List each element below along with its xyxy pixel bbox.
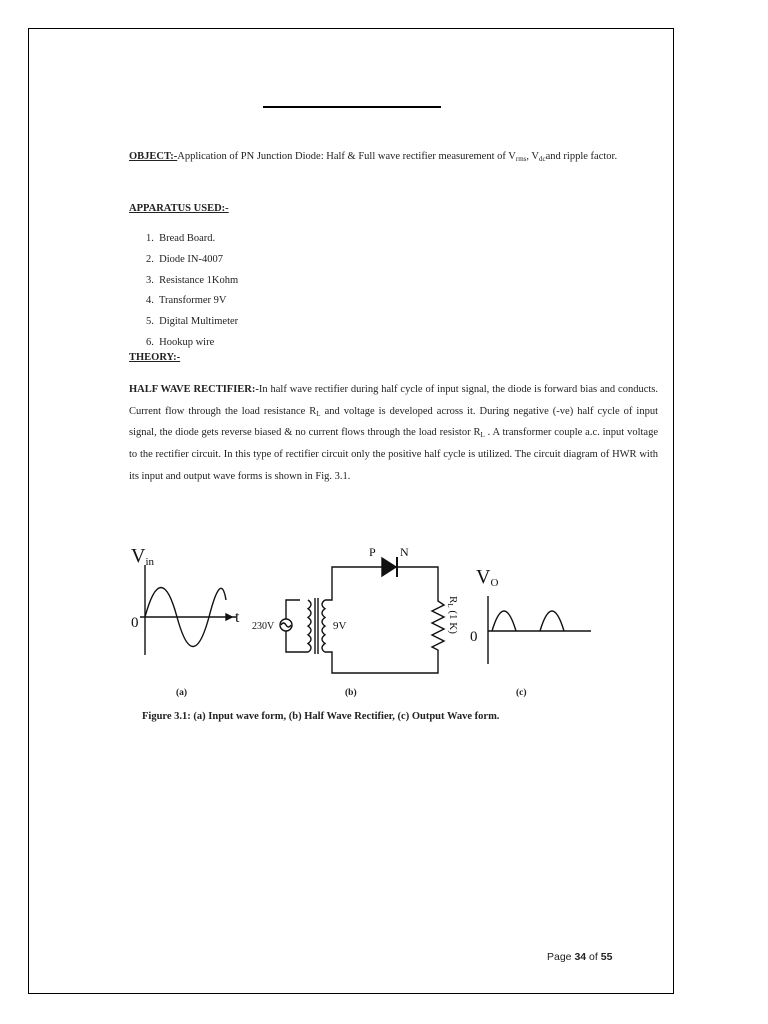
- object-text-2: , V: [526, 151, 540, 162]
- page-number: Page 34 of 55: [547, 951, 613, 963]
- vdc-subscript: dc: [539, 155, 546, 163]
- diode-p-label: P: [369, 545, 376, 559]
- hwr-lead: HALF WAVE RECTIFIER:-: [129, 384, 259, 395]
- apparatus-item: 3. Resistance 1Kohm: [146, 274, 239, 286]
- hwr-text-3: . A transformer couple a.c. input voltage to the rectifier circuit. In this type of rectifier circuit only the positive half cycle is utilized. The circuit diagram of HWR with its input and output wave forms is shown in Fig. 3.1.: [129, 427, 658, 482]
- output-pulse-1: [492, 611, 516, 631]
- apparatus-item: 6. Hookup wire: [146, 336, 215, 348]
- hwr-text-1: In half wave rectifier during half cycle of input signal, the diode is forward bias and conducts. Current flow through the load resistance R: [129, 384, 658, 417]
- input-label: Vin: [131, 545, 155, 568]
- rl-subscript: L: [480, 431, 485, 440]
- apparatus-item: 1. Bread Board.: [146, 233, 216, 244]
- vrms-subscript: rms: [515, 155, 527, 163]
- hwr-text-2: and voltage is developed across it. During negative (-ve) half cycle of input signal, the diode gets reverse biased & no current flows through the load resistor R: [129, 405, 659, 439]
- wire-to-load: [398, 567, 438, 597]
- secondary-voltage-label: 9V: [333, 620, 347, 632]
- time-arrow-icon: [226, 614, 232, 620]
- wire-to-diode: [325, 567, 382, 600]
- source-label: 230V: [252, 621, 275, 632]
- sublabel-b: (b): [345, 688, 357, 698]
- output-zero-label: 0: [470, 629, 478, 645]
- sublabel-c: (c): [516, 688, 527, 698]
- apparatus-item: 2. Diode IN-4007: [146, 253, 223, 265]
- object-text-1: Application of PN Junction Diode: Half & Full wave rectifier measurement of V: [177, 151, 516, 162]
- rl-subscript: L: [316, 409, 321, 418]
- object-heading: OBJECT:-: [129, 151, 178, 162]
- diode-n-label: N: [400, 545, 409, 559]
- diode-icon: [382, 558, 396, 576]
- apparatus-item: 5. Digital Multimeter: [146, 316, 239, 328]
- apparatus-item: 4. Transformer 9V: [146, 295, 227, 307]
- primary-coil: [308, 600, 311, 652]
- apparatus-heading: APPARATUS USED:-: [129, 203, 229, 214]
- time-label: t: [235, 609, 240, 626]
- object-text-3: and ripple factor.: [545, 151, 618, 162]
- return-wire: [325, 652, 438, 673]
- secondary-coil: [322, 600, 325, 652]
- input-zero-label: 0: [131, 615, 139, 631]
- figure-caption: Figure 3.1: (a) Input wave form, (b) Half Wave Rectifier, (c) Output Wave form.: [142, 711, 500, 722]
- theory-heading: THEORY:-: [129, 352, 181, 363]
- sublabel-a: (a): [176, 688, 188, 698]
- load-label: RL (1 K): [446, 596, 459, 634]
- load-resistor: [432, 597, 444, 653]
- output-label: VO: [476, 566, 499, 589]
- output-pulse-2: [540, 611, 564, 631]
